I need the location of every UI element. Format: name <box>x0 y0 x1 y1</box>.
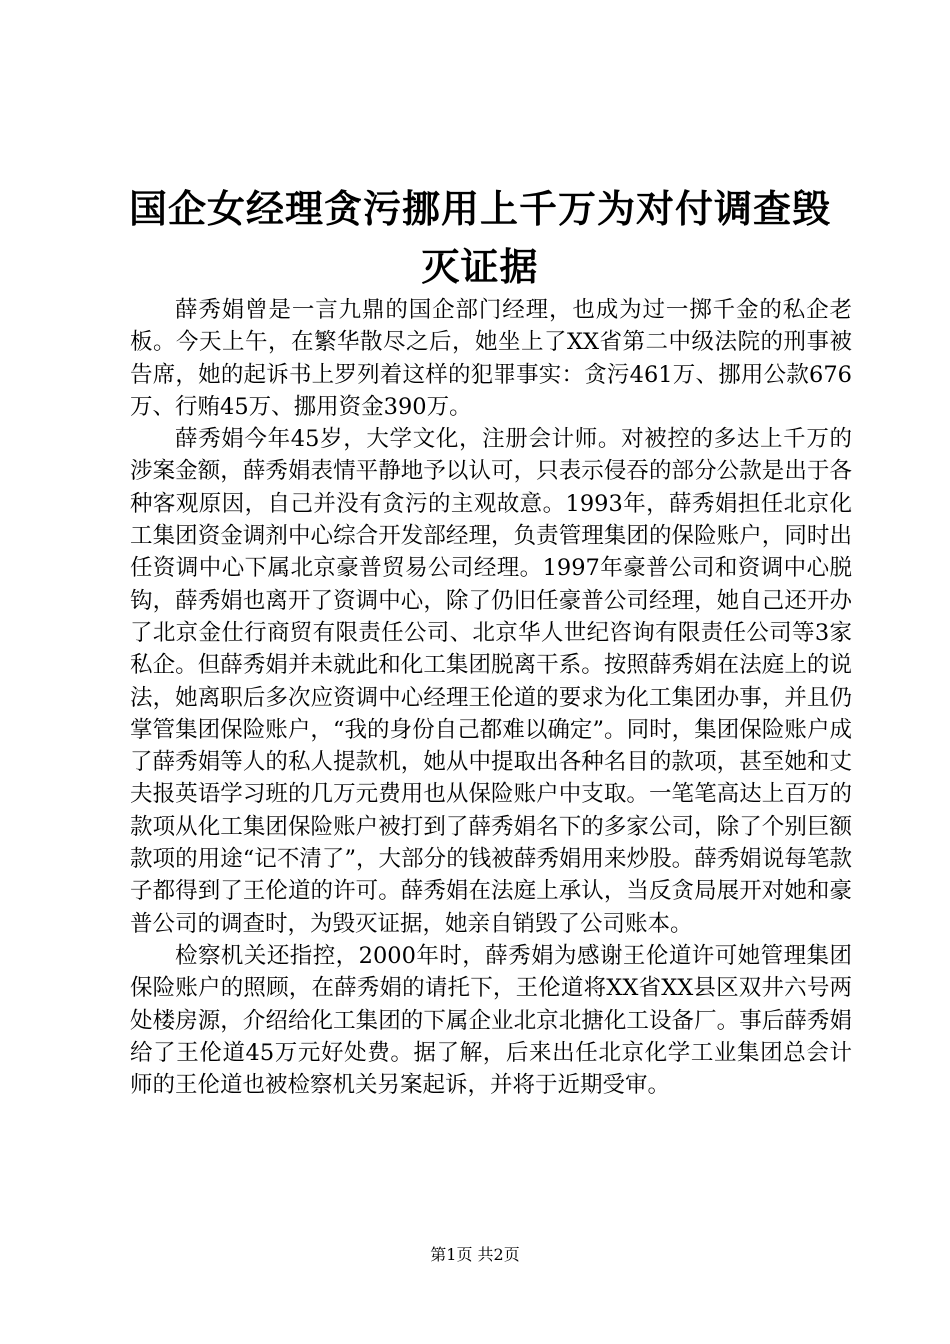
paragraph-2: 薛秀娟今年45岁，大学文化，注册会计师。对被控的多达上千万的涉案金额，薛秀娟表情平静地予以认可，只表示侵吞的部分公款是出于各种客观原因，自己并没有贪污的主观故意。1993年，薛秀娟担任北京化工集团资金调剂中心综合开发部经理，负责管理集团的保险账户，同时出任资调中心下属北京豪普贸易公司经理。1997年豪普公司和资调中心脱钩，薛秀娟也离开了资调中心，除了仍旧任豪普公司经理，她自己还开办了北京金仕行商贸有限责任公司、北京华人世纪咨询有限责任公司等3家私企。但薛秀娟并未就此和化工集团脱离干系。按照薛秀娟在法庭上的说法，她离职后多次应资调中心经理王伦道的要求为化工集团办事，并且仍掌管集团保险账户，“我的身份自己都难以确定”。同时，集团保险账户成了薛秀娟等人的私人提款机，她从中提取出各种名目的款项，甚至她和丈夫报英语学习班的几万元费用也从保险账户中支取。一笔笔高达上百万的款项从化工集团保险账户被打到了薛秀娟名下的多家公司，除了个别巨额款项的用途“记不清了”，大部分的钱被薛秀娟用来炒股。薛秀娟说每笔款子都得到了王伦道的许可。薛秀娟在法庭上承认，当反贪局展开对她和豪普公司的调查时，为毁灭证据，她亲自销毁了公司账本。 <box>130 426 852 937</box>
document-title: 国企女经理贪污挪用上千万为对付调查毁灭证据 <box>128 187 831 289</box>
paragraph-3: 检察机关还指控，2000年时，薛秀娟为感谢王伦道许可她管理集团保险账户的照顾，在薛秀娟的请托下，王伦道将XX省XX县区双井六号两处楼房源，介绍给化工集团的下属企业北京北搪化工设备厂。事后薛秀娟给了王伦道45万元好处费。据了解，后来出任北京化学工业集团总会计师的王伦道也被检察机关另案起诉，并将于近期受审。 <box>130 942 852 1099</box>
paragraph-1: 薛秀娟曾是一言九鼎的国企部门经理，也成为过一掷千金的私企老板。今天上午，在繁华散尽之后，她坐上了XX省第二中级法院的刑事被告席，她的起诉书上罗列着这样的犯罪事实：贪污461万、挪用公款676万、行贿45万、挪用资金390万。 <box>130 297 852 420</box>
document-body <box>130 294 852 1101</box>
page-number-footer: 第1页 共2页 <box>430 1245 520 1264</box>
